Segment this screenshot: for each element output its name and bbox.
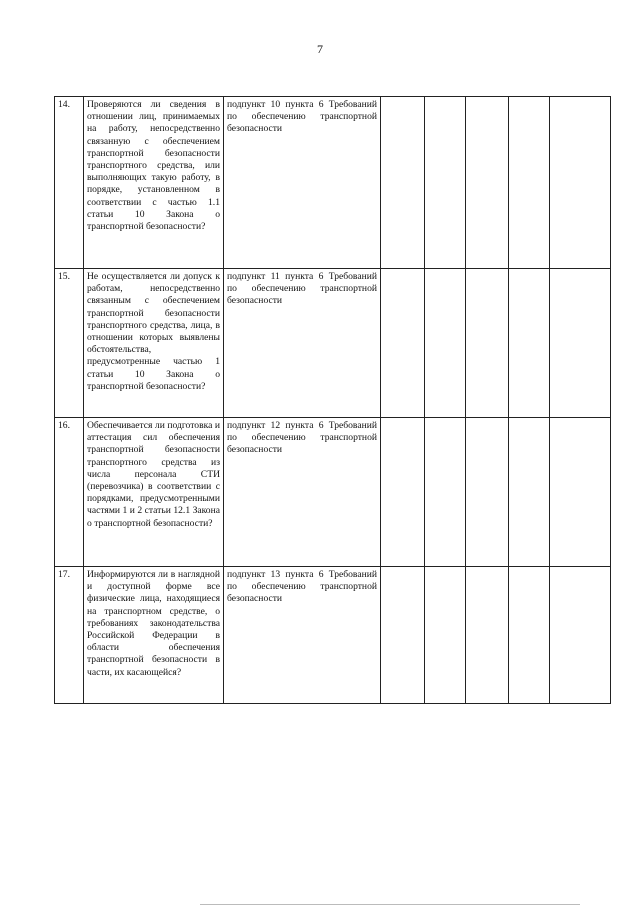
row-number: 16. (55, 418, 84, 567)
answer-yes-cell[interactable] (381, 97, 425, 269)
answer-yes-cell[interactable] (381, 567, 425, 704)
row-number: 14. (55, 97, 84, 269)
answer-no-cell[interactable] (425, 567, 466, 704)
answer-extra-cell[interactable] (509, 567, 550, 704)
page-number: 7 (317, 42, 323, 56)
answer-yes-cell[interactable] (381, 418, 425, 567)
question-cell: Проверяются ли сведения в отношении лиц, принимаемых на работу, непосредственно связанную с обеспечением транспортной безопасности транспортного средства, или выполняющих такую работу, в порядке, установленном в соответствии с частью 1.1 статьи 10 Закона о транспортной безопасности? (84, 97, 224, 269)
answer-yes-cell[interactable] (381, 269, 425, 418)
answer-extra-cell[interactable] (509, 418, 550, 567)
row-number: 17. (55, 567, 84, 704)
answer-na-cell[interactable] (466, 269, 509, 418)
notes-cell[interactable] (550, 269, 611, 418)
answer-extra-cell[interactable] (509, 97, 550, 269)
table-row (55, 567, 611, 704)
table-row (55, 418, 611, 567)
table-row (55, 269, 611, 418)
answer-na-cell[interactable] (466, 97, 509, 269)
notes-cell[interactable] (550, 418, 611, 567)
question-cell: Не осуществляется ли допуск к работам, непосредственно связанным с обеспечением транспортной безопасности транспортного средства, лица, в отношении которых выявлены обстоятельства, предусмотренные частью 1 статьи 10 Закона о транспортной безопасности? (84, 269, 224, 418)
reference-cell: подпункт 12 пункта 6 Требований по обеспечению транспортной безопасности (224, 418, 381, 567)
question-cell: Информируются ли в наглядной и доступной форме все физические лица, находящиеся на транспортном средстве, о требованиях законодательства Российской Федерации в области обеспечения транспортной безопасности в части, их касающейся? (84, 567, 224, 704)
checklist-table (54, 96, 611, 704)
row-number: 15. (55, 269, 84, 418)
notes-cell[interactable] (550, 567, 611, 704)
reference-cell: подпункт 13 пункта 6 Требований по обеспечению транспортной безопасности (224, 567, 381, 704)
answer-na-cell[interactable] (466, 567, 509, 704)
table-row (55, 97, 611, 269)
notes-cell[interactable] (550, 97, 611, 269)
answer-no-cell[interactable] (425, 97, 466, 269)
answer-na-cell[interactable] (466, 418, 509, 567)
answer-no-cell[interactable] (425, 269, 466, 418)
answer-no-cell[interactable] (425, 418, 466, 567)
answer-extra-cell[interactable] (509, 269, 550, 418)
reference-cell: подпункт 10 пункта 6 Требований по обеспечению транспортной безопасности (224, 97, 381, 269)
reference-cell: подпункт 11 пункта 6 Требований по обеспечению транспортной безопасности (224, 269, 381, 418)
question-cell: Обеспечивается ли подготовка и аттестация сил обеспечения транспортной безопасности транспортного средства из числа персонала СТИ (перевозчика) в соответствии с порядками, предусмотренными частями 1 и 2 статьи 12.1 Закона о транспортной безопасности? (84, 418, 224, 567)
